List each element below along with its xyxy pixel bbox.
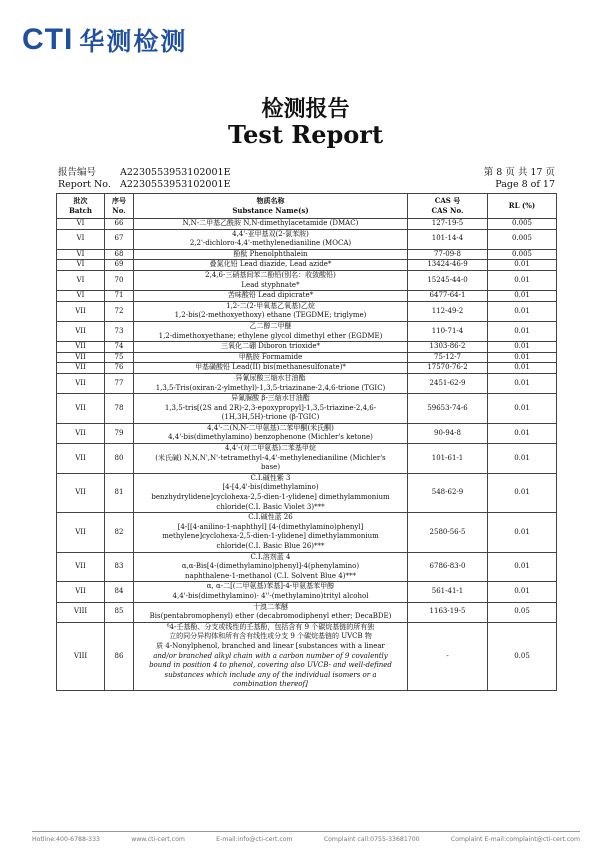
substance-name-line: 质 4-Nonylphenol, branched and linear [substances with a linear [156,641,385,650]
table-row [57,363,557,374]
column-header [408,194,488,219]
number-cell: 83 [105,552,134,582]
number-cell: 66 [105,219,134,230]
reporting-limit-cell: 0.01 [488,582,557,602]
column-header-line: 序号 [112,196,126,206]
number-cell: 85 [105,602,134,622]
cas-number-cell: 101-14-4 [408,229,488,249]
table-row [57,352,557,363]
number-cell: 79 [105,423,134,443]
substance-name-line: 异氰尿酸三缩水甘油酯 [235,373,306,382]
substance-name-line: naphthalene-1-methanol (C.I. Solvent Blue 4)*** [185,571,356,580]
logo-latin: CTI [22,23,74,56]
cas-number-cell: 59653-74-6 [408,394,488,424]
cas-number-cell: 6786-83-0 [408,552,488,582]
reporting-limit-cell: 0.01 [488,301,557,321]
batch-cell: VI [57,270,105,290]
substance-name-line: ⁶4-壬基酚、分支或线性的壬基酚，包括含有 9 个碳烷基链的所有独 [166,622,375,631]
batch-cell: VII [57,394,105,424]
substance-name-cell [134,291,408,302]
substance-name-cell [134,394,408,424]
number-cell: 80 [105,444,134,474]
table-row [57,219,557,230]
table-row [57,291,557,302]
column-header-line: CAS No. [431,206,464,215]
cas-number-cell: 90-94-8 [408,423,488,443]
number-cell: 86 [105,622,134,690]
batch-cell: VII [57,473,105,512]
substance-name-cell [134,513,408,552]
substance-name-line: C.I.碱性蓝 26 [248,513,293,522]
substance-name-cell [134,423,408,443]
number-cell: 82 [105,513,134,552]
report-number-block [58,167,231,191]
substance-name-line: C.I.溶剂蓝 4 [250,552,291,561]
reporting-limit-cell: 0.01 [488,291,557,302]
table-row [57,582,557,602]
substance-name-cell [134,260,408,271]
cas-number-cell: 2580-56-5 [408,513,488,552]
reporting-limit-cell: 0.01 [488,321,557,341]
number-cell: 78 [105,394,134,424]
batch-cell: VII [57,373,105,393]
substance-name-line: 甲基磺酸铅 Lead(II) bis(methanesulfonate)* [195,363,346,372]
reporting-limit-cell: 0.01 [488,352,557,363]
table-row [57,394,557,424]
substance-name-cell [134,229,408,249]
column-header-line: Substance Name(s) [232,206,309,215]
column-header-line: 批次 [73,196,88,206]
substance-name-cell [134,321,408,341]
column-header [105,194,134,219]
substance-name-line: 4,4'-二(N,N-二甲氨基)二苯甲酮(米氏酮) [207,423,334,432]
cas-number-cell: 110-71-4 [408,321,488,341]
table-row [57,229,557,249]
table-row [57,513,557,552]
reporting-limit-cell: 0.01 [488,552,557,582]
cas-number-cell: 1163-19-5 [408,602,488,622]
batch-cell: VII [57,301,105,321]
substance-name-cell [134,602,408,622]
substance-name-line: (1H,3H,5H)-trione (β-TGIC) [221,413,320,422]
report-number-label-en: Report No. [58,179,111,190]
table-row [57,552,557,582]
reporting-limit-cell: 0.01 [488,373,557,393]
logo-chinese: 华测检测 [79,27,188,56]
substance-name-cell [134,473,408,512]
page-info-en: Page 8 of 17 [495,179,555,190]
substance-name-cell [134,363,408,374]
number-cell: 69 [105,260,134,271]
column-header [57,194,105,219]
number-cell: 84 [105,582,134,602]
batch-cell: VII [57,352,105,363]
footer-hotline: Hotline:400-6788-333 [32,836,100,843]
report-number-label-cn: 报告编号 [58,167,97,178]
substance-name-line: 异氰脲酸 β-三缩水甘油酯 [231,394,310,403]
substance-name-line: 酚酞 Phenolphthalein [233,249,308,258]
table-header-row [57,194,557,219]
substance-name-line: 4,4'-bis(dimethylamino) benzophenone (Michler's ketone) [168,433,373,442]
footer [32,836,580,843]
substance-name-cell [134,249,408,260]
batch-cell: VI [57,260,105,271]
substance-name-line: 乙二醇二甲醚 [249,321,292,330]
number-cell: 76 [105,363,134,374]
substance-name-line: 苦味酸铅 Lead dipicrate* [227,291,314,300]
footer-website: www.cti-cert.com [131,836,185,843]
column-header-line: CAS 号 [434,196,461,206]
cas-number-cell: 101-61-1 [408,444,488,474]
substance-name-line: 4,4'-亚甲基双(2-氯苯胺) [232,229,309,238]
batch-cell: VII [57,552,105,582]
reporting-limit-cell: 0.01 [488,270,557,290]
reporting-limit-cell: 0.01 [488,260,557,271]
substance-name-line: 十溴二苯醚 [253,602,288,611]
batch-cell: VI [57,219,105,230]
substance-name-line: 立的同分异构体和所有含有线性或分支 9 个碳烷基链的 UVCB 物 [169,632,372,641]
column-header-line: RL (%) [508,201,536,211]
substance-name-line: α,α-Bis[4-(dimethylamino)phenyl]-4(phenylamino) [181,562,360,571]
column-header [134,194,408,219]
reporting-limit-cell: 0.01 [488,423,557,443]
substance-name-cell [134,373,408,393]
reporting-limit-cell: 0.01 [488,444,557,474]
cas-number-cell: 17570-76-2 [408,363,488,374]
table-row [57,423,557,443]
report-number-en: A2230553953102001E [120,179,231,190]
substance-name-line: substances which include any of the individual isomers or a [164,670,377,679]
table-row [57,249,557,260]
number-cell: 71 [105,291,134,302]
number-cell: 73 [105,321,134,341]
substance-name-line: 三氧化二硼 Diboron trioxide* [221,342,320,351]
cas-number-cell: 548-62-9 [408,473,488,512]
reporting-limit-cell: 0.01 [488,363,557,374]
reporting-limit-cell: 0.01 [488,342,557,353]
page-info-cn: 第 8 页 共 17 页 [483,167,555,178]
batch-cell: VI [57,249,105,260]
table-row [57,622,557,690]
cas-number-cell: 75-12-7 [408,352,488,363]
substance-name-cell [134,444,408,474]
substance-name-line: 1,2-bis(2-methoxyethoxy) ethane (TEGDME; triglyme) [174,311,367,320]
substance-name-cell [134,352,408,363]
footer-divider [32,831,580,832]
reporting-limit-cell: 0.05 [488,602,557,622]
batch-cell: VII [57,423,105,443]
footer-complaint-email: Complaint E-mail:complaint@cti-cert.com [450,836,580,843]
substance-name-line: 1,3,5-Tris(oxiran-2-ylmethyl)-1,3,5-triazinane-2,4,6-trione (TGIC) [155,383,386,392]
number-cell: 67 [105,229,134,249]
company-logo [22,22,187,58]
number-cell: 68 [105,249,134,260]
number-cell: 77 [105,373,134,393]
cas-number-cell: 6477-64-1 [408,291,488,302]
batch-cell: VII [57,363,105,374]
substance-name-line: base) [260,463,281,472]
substance-name-line: methylene]cyclohexa-2,5-dien-1-ylidene] dimethylammonium [162,532,379,541]
footer-complaint-call: Complaint call:0755-33681700 [323,836,420,843]
report-number-cn: A2230553953102001E [120,167,231,178]
table-row [57,321,557,341]
reporting-limit-cell: 0.01 [488,513,557,552]
substance-name-line: 1,3,5-tris[(2S and 2R)-2,3-epoxypropyl]-1,3,5-triazine-2,4,6- [164,403,377,412]
batch-cell: VIII [57,622,105,690]
cas-number-cell: 561-41-1 [408,582,488,602]
table-row [57,602,557,622]
substance-name-line: [4-[[4-anilino-1-naphthyl] [4-(dimethylamino)phenyl] [177,522,364,531]
substance-name-line: 2,4,6-三硝基间苯二酚铅(别名：收敛酸铅) [205,270,336,279]
batch-cell: VII [57,513,105,552]
substance-name-line: 4,4'-(对二甲氨基)二苯基甲烷 [225,444,316,453]
batch-cell: VI [57,229,105,249]
substance-name-line: Bis(pentabromophenyl) ether (decabromodiphenyl ether; DecaBDE) [149,612,392,621]
table-row [57,444,557,474]
substance-name-line: C.I.碱性紫 3 [250,473,291,482]
column-header-line: No. [112,206,126,215]
page-info [484,167,555,191]
cas-number-cell: - [408,622,488,690]
substance-name-line: 1,2-二(2-甲氧基乙氧基)乙烷 [226,301,315,310]
substance-name-line: 2,2'-dichloro-4,4'-methylenedianiline (MOCA) [189,239,352,248]
batch-cell: VI [57,291,105,302]
substance-name-line: bound in position 4 to phenol, covering also UVCB- and well-defined [149,661,392,670]
substance-name-line: benzhydrylidene]cyclohexa-2,5-dien-1-ylidene] dimethylammonium [151,493,390,502]
substance-name-cell [134,270,408,290]
title-english: Test Report [227,120,384,149]
number-cell: 70 [105,270,134,290]
batch-cell: VII [57,444,105,474]
substance-name-line: 甲酰胺 Formamide [238,352,303,361]
batch-cell: VII [57,321,105,341]
reporting-limit-cell: 0.005 [488,219,557,230]
substance-name-cell [134,552,408,582]
cas-number-cell: 127-19-5 [408,219,488,230]
reporting-limit-cell: 0.005 [488,249,557,260]
footer-email: E-mail:info@cti-cert.com [216,836,293,843]
substance-name-cell [134,219,408,230]
table-body [57,219,557,691]
substance-name-cell [134,622,408,690]
substance-name-cell [134,342,408,353]
batch-cell: VIII [57,602,105,622]
substance-name-line: combination thereof] [233,680,308,689]
table-row [57,270,557,290]
cas-number-cell: 77-09-8 [408,249,488,260]
batch-cell: VII [57,342,105,353]
substance-name-cell [134,582,408,602]
title-chinese: 检测报告 [261,96,350,122]
substance-table [56,193,557,691]
cas-number-cell: 13424-46-9 [408,260,488,271]
substance-name-line: N,N-二甲基乙酰胺 N,N-dimethylacetamide (DMAC) [182,219,359,227]
substance-name-line: 叠氮化铅 Lead diazide, Lead azide* [209,260,332,269]
cas-number-cell: 2451-62-9 [408,373,488,393]
number-cell: 74 [105,342,134,353]
number-cell: 81 [105,473,134,512]
substance-name-line: (米氏碱) N,N,N',N'-tetramethyl-4,4'-methylenedianiline (Michler's [155,453,386,462]
batch-cell: VII [57,582,105,602]
substance-name-line: and/or branched alkyl chain with a carbon number of 9 covalently [153,651,388,660]
table-row [57,260,557,271]
reporting-limit-cell: 0.01 [488,394,557,424]
substance-name-line: Lead styphnate* [241,280,300,289]
reporting-limit-cell: 0.005 [488,229,557,249]
cas-number-cell: 15245-44-0 [408,270,488,290]
table-row [57,301,557,321]
column-header [488,194,557,219]
substance-name-cell [134,301,408,321]
table-row [57,373,557,393]
column-header-line: 物质名称 [256,196,285,206]
reporting-limit-cell: 0.05 [488,622,557,690]
reporting-limit-cell: 0.01 [488,473,557,512]
substance-name-line: chloride(C.I. Basic Blue 26)*** [216,542,325,550]
substance-name-line: α, α-二[(二甲氨基)苯基]-4-甲氨基苯甲醇 [206,582,335,591]
substance-name-line: 4,4'-bis(dimethylamino)- 4''-(methylamino)trityl alcohol [172,591,369,600]
cas-number-cell: 1303-86-2 [408,342,488,353]
number-cell: 72 [105,301,134,321]
substance-name-line: chloride(C.I. Basic Violet 3)*** [216,502,325,511]
substance-name-line: [4-[4,4'-bis(dimethylamino) [222,483,319,492]
table-row [57,473,557,512]
substance-name-line: 1,2-dimethoxyethane; ethylene glycol dimethyl ether (EGDME) [158,331,383,340]
column-header-line: Batch [68,206,93,215]
table-row [57,342,557,353]
number-cell: 75 [105,352,134,363]
cas-number-cell: 112-49-2 [408,301,488,321]
